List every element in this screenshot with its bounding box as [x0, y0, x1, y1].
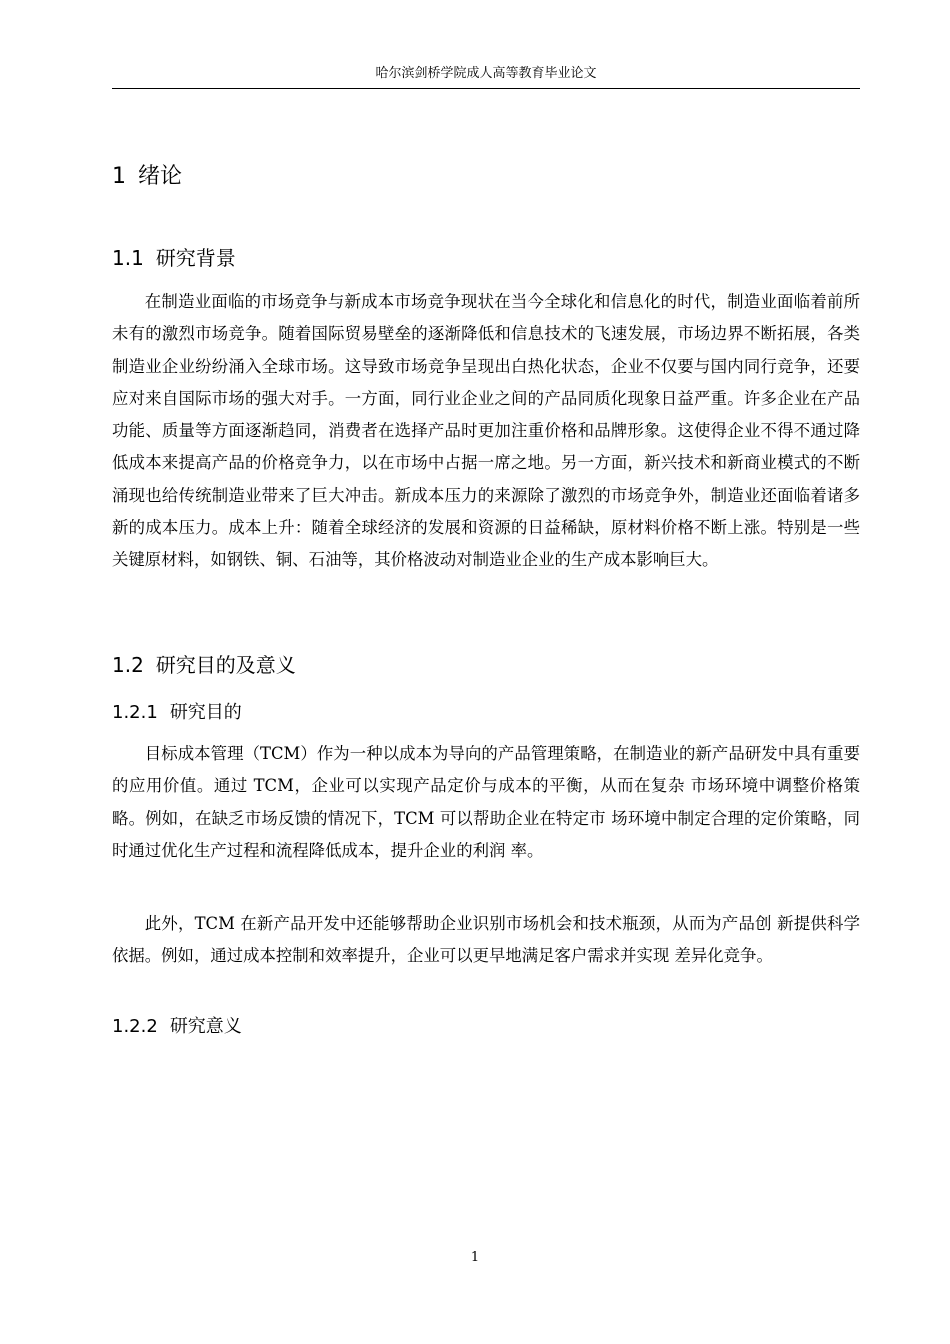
chapter-heading	[112, 162, 182, 192]
paragraph-research-purpose-2: 此外，TCM 在新产品开发中还能够帮助企业识别市场机会和技术瓶颈，从而为产品创 新提供科学依据。例如，通过成本控制和效率提升，企业可以更早地满足客户需求并实现 差异化竞争。	[112, 914, 860, 966]
subsection-heading-1-2-1	[112, 700, 242, 726]
section-heading-1-1	[112, 244, 236, 272]
paragraph-research-purpose-1: 目标成本管理（TCM）作为一种以成本为导向的产品管理策略，在制造业的新产品研发中具有重要的应用价值。通过 TCM，企业可以实现产品定价与成本的平衡，从而在复杂 市场环境中调整价格策略。例如，在缺乏市场反馈的情况下，TCM 可以帮助企业在特定市 场环境中制定合理的定价策略，同时通过优化生产过程和流程降低成本，提升企业的利润 率。	[112, 744, 860, 860]
subsection-title: 研究目的	[169, 702, 242, 723]
subsection-number: 1.2.1	[112, 702, 158, 723]
section-number: 1.1	[112, 246, 144, 270]
header-title: 哈尔滨剑桥学院成人高等教育毕业论文	[375, 66, 597, 81]
page-number: 1	[470, 1250, 480, 1265]
section-title: 研究目的及意义	[155, 653, 296, 677]
section-heading-1-2	[112, 651, 296, 679]
paragraph-research-background: 在制造业面临的市场竞争与新成本市场竞争现状在当今全球化和信息化的时代，制造业面临着前所未有的激烈市场竞争。随着国际贸易壁垒的逐渐降低和信息技术的飞速发展，市场边界不断拓展，各类制造业企业纷纷涌入全球市场。这导致市场竞争呈现出白热化状态，企业不仅要与国内同行竞争，还要应对来自国际市场的强大对手。一方面，同行业企业之间的产品同质化现象日益严重。许多企业在产品功能、质量等方面逐渐趋同，消费者在选择产品时更加注重价格和品牌形象。这使得企业不得不通过降低成本来提高产品的价格竞争力，以在市场中占据一席之地。另一方面，新兴技术和新商业模式的不断涌现也给传统制造业带来了巨大冲击。新成本压力的来源除了激烈的市场竞争外，制造业还面临着诸多新的成本压力。成本上升：随着全球经济的发展和资源的日益稀缺，原材料价格不断上涨。特别是一些关键原材料，如钢铁、铜、石油等，其价格波动对制造业企业的生产成本影响巨大。	[112, 292, 860, 570]
subsection-number: 1.2.2	[112, 1016, 158, 1037]
chapter-number: 1	[112, 164, 126, 189]
section-number: 1.2	[112, 653, 144, 677]
subsection-heading-1-2-2	[112, 1014, 242, 1040]
section-title: 研究背景	[155, 246, 236, 270]
subsection-title: 研究意义	[169, 1016, 242, 1037]
chapter-title: 绪论	[138, 164, 183, 189]
page-header	[112, 66, 860, 89]
